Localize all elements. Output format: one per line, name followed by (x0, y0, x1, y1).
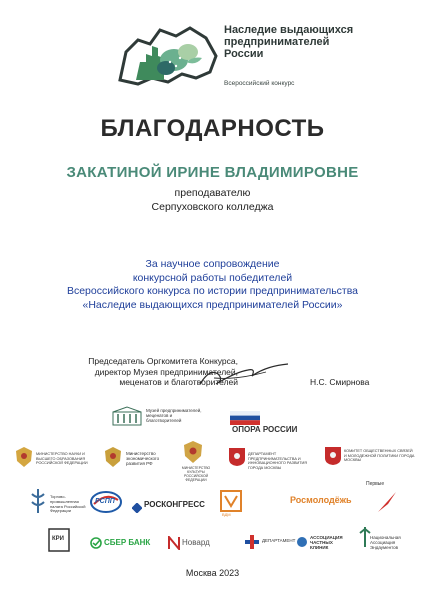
tpp-emblem-icon (28, 488, 48, 519)
award-reason (0, 258, 425, 312)
signatory-title-line-2: директор Музея предпринимателей, (94, 366, 238, 377)
novard-icon (168, 536, 180, 555)
reason-line-2: конкурсной работы победителей (132, 271, 293, 284)
museum-logo (112, 406, 142, 431)
contest-subtitle: Всероссийский конкурс (224, 80, 295, 87)
tpp-name: Торгово-промышленная палата Российской Федерации (50, 494, 86, 514)
reason-line-1: За научное сопровождение (145, 258, 280, 270)
recipient-name: ЗАКАТИНОЙ ИРИНЕ ВЛАДИМИРОВНЕ (66, 164, 359, 181)
vdm-name: ВДМ (222, 512, 231, 517)
committee-emblem-icon (324, 446, 342, 471)
assoc-clinics-icon (296, 535, 308, 553)
pervye-name: Первые (366, 481, 385, 487)
minkult-name: МИНИСТЕРСТВО КУЛЬТУРЫ РОССИЙСКОЙ ФЕДЕРАЦИИ (181, 466, 211, 482)
signatory-title-line-3: меценатов и благотворителей (119, 377, 238, 387)
signatory-name: Н.С. Смирнова (310, 377, 370, 387)
department-name: ДЕПАРТАМЕНТ (262, 538, 296, 543)
kri-name: КРИ (52, 536, 64, 542)
recipient-position (0, 186, 425, 214)
nat-assoc-name: Национальная Ассоциация Эндаументов (370, 535, 401, 551)
position-line-1: преподавателю (174, 187, 251, 199)
contest-logo (116, 22, 220, 88)
minobrnauki-name: МИНИСТЕРСТВО НАУКИ И ВЫСШЕГО ОБРАЗОВАНИЯ РОССИЙСКОЙ ФЕДЕРАЦИИ (36, 452, 88, 466)
place-year: Москва 2023 (185, 568, 240, 578)
position-line-2: Серпуховского колледжа (151, 201, 274, 213)
novard-name: Новард (182, 538, 210, 547)
kri-logo (48, 528, 70, 557)
assoc-clinics-name: АССОЦИАЦИЯ ЧАСТНЫХ КЛИНИК (310, 535, 343, 551)
committee-name: КОМИТЕТ ОБЩЕСТВЕННЫХ СВЯЗЕЙ И МОЛОДЕЖНОЙ ПОЛИТИКИ ГОРОДА МОСКВЫ (344, 449, 415, 463)
pervye-icon (376, 490, 398, 519)
rosmolodezh-name: Росмолодёжь (290, 495, 352, 505)
mineconom-emblem-icon (103, 446, 123, 473)
certificate-heading: БЛАГОДАРНОСТЬ (100, 115, 325, 142)
roscongress-icon (132, 500, 142, 518)
signatory-title-line-1: Председатель Оргкомитета Конкурса, (88, 356, 238, 366)
roscongress-name: РОСКОНГРЕСС (144, 500, 205, 509)
museum-name: Музей предпринимателей, меценатов и благотворителей (146, 408, 202, 424)
moscow-dep-emblem-icon (228, 447, 246, 472)
opora-name: ОПОРА РОССИИ (232, 425, 298, 434)
reason-line-4: «Наследие выдающихся предпринимателей России» (82, 298, 343, 311)
minkult-emblem-icon (182, 440, 204, 469)
department-icon (244, 534, 260, 555)
mineconom-name: Министерство экономического развития РФ (126, 451, 160, 467)
sber-name: СБЕР БАНК (104, 538, 151, 547)
contest-title: Наследие выдающихся предпринимателей России (224, 24, 354, 60)
dep-entrepreneur-name: ДЕПАРТАМЕНТ ПРЕДПРИНИМАТЕЛЬСТВА И ИННОВАЦИОННОГО РАЗВИТИЯ ГОРОДА МОСКВЫ (248, 452, 307, 470)
minobrnauki-emblem-icon (14, 446, 34, 473)
reason-line-3: Всероссийского конкурса по истории предпринимательства (66, 285, 359, 297)
rspp-name: РСПП (95, 498, 115, 505)
handwritten-signature (196, 362, 296, 390)
sber-icon (90, 536, 102, 554)
